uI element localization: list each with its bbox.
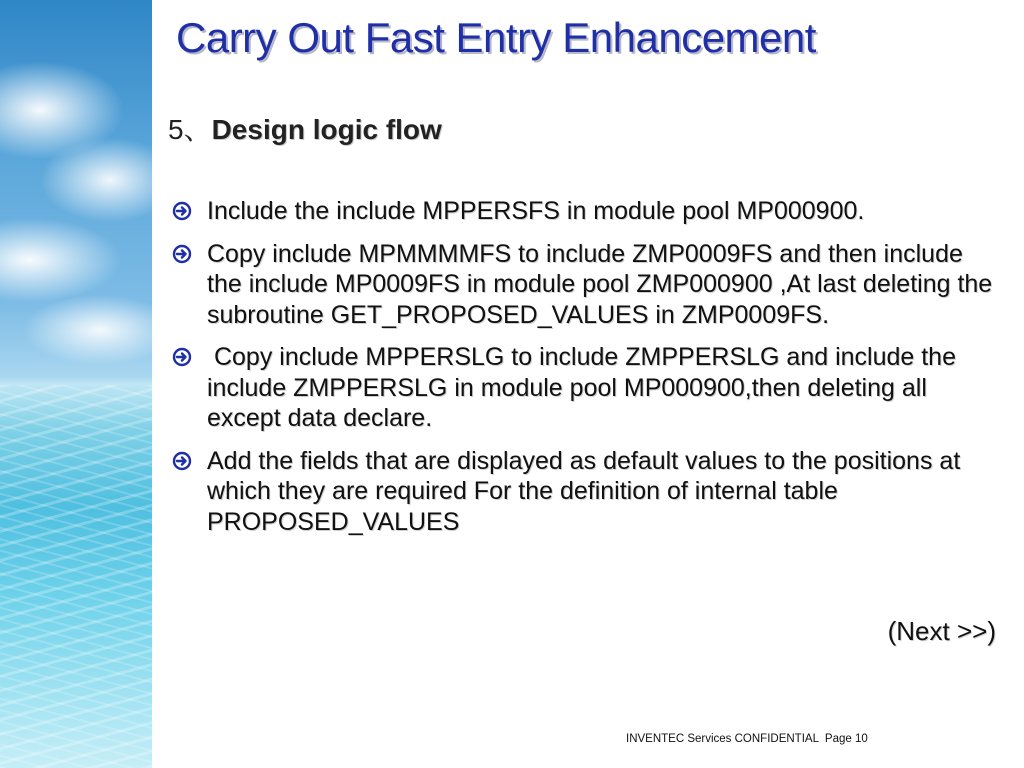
- arrow-circle-icon: [172, 347, 192, 367]
- arrow-circle-icon: [172, 451, 192, 471]
- list-item: [172, 446, 1002, 538]
- bullet-text: Copy include MPPERSLG to include ZMPPERSLG and include the include ZMPPERSLG in module pool MP000900,then deleting all except data declare.: [207, 343, 963, 432]
- section-heading: [168, 108, 442, 148]
- next-link[interactable]: (Next >>): [887, 616, 996, 646]
- list-item: [172, 342, 1002, 434]
- arrow-circle-icon: [172, 244, 192, 264]
- bullet-list: [172, 196, 1002, 549]
- list-item: [172, 196, 1002, 227]
- arrow-circle-icon: [172, 201, 192, 221]
- footer-text: INVENTEC Services CONFIDENTIAL Page 10: [626, 733, 868, 745]
- bullet-text: Include the include MPPERSFS in module pool MP000900.: [207, 197, 865, 225]
- ocean-sky-image: [0, 0, 152, 768]
- slide-title: Carry Out Fast Entry Enhancement: [176, 14, 816, 61]
- section-number: 5、: [168, 114, 212, 145]
- bullet-text: Add the fields that are displayed as default values to the positions at which they are required For the definition of internal table PROPOSED_VALUES: [207, 446, 961, 536]
- section-title: Design logic flow: [211, 114, 442, 145]
- bullet-text: Copy include MPMMMMFS to include ZMP0009FS and then include the include MP0009FS in module pool ZMP000900 ,At last deleting the subroutine GET_PROPOSED_VALUES in ZMP0009FS.: [207, 239, 993, 329]
- list-item: [172, 239, 1002, 331]
